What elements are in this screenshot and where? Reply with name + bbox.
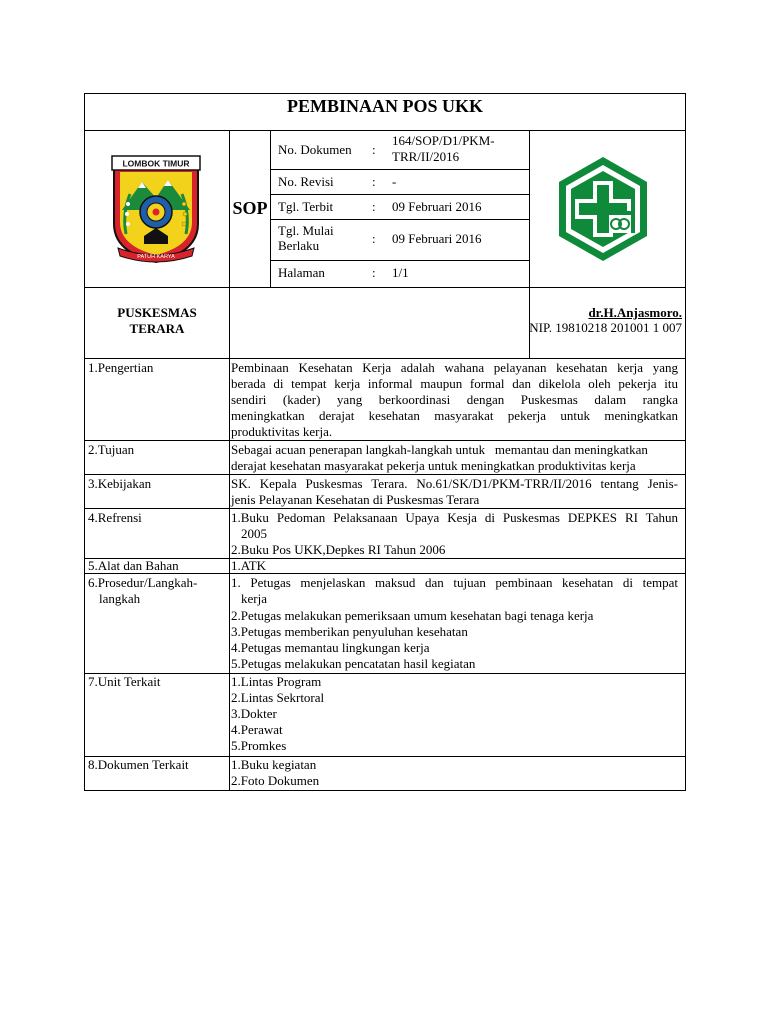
section-label-alat: 5.Alat dan Bahan <box>88 558 179 573</box>
puskesmas-logo <box>555 155 651 263</box>
lombok-timur-emblem-icon <box>108 154 204 266</box>
unit-line: 3.Dokter <box>231 706 277 721</box>
meta-value-no-revisi: - <box>392 174 397 189</box>
pengertian-line: meningkatkan derajat kesehatan masyarakat pekerja untuk meningkatkan <box>231 408 678 423</box>
svg-text:PATUH KARYA: PATUH KARYA <box>137 254 175 260</box>
meta-label-tgl-mulai-cont: Berlaku <box>278 238 320 253</box>
section-label-unit: 7.Unit Terkait <box>88 674 161 689</box>
section-label-refrensi: 4.Refrensi <box>88 510 142 525</box>
section-label-prosedur-cont: langkah <box>99 591 141 606</box>
unit-line: 1.Lintas Program <box>231 674 322 689</box>
org-name-cont: TERARA <box>129 321 185 336</box>
dokumen-line: 1.Buku kegiatan <box>231 757 317 772</box>
meta-sep: : <box>372 142 376 157</box>
pengertian-line: produktivitas kerja. <box>231 424 333 439</box>
prosedur-line: 2.Petugas melakukan pemeriksaan umum kesehatan bagi tenaga kerja <box>231 608 594 623</box>
document-title: PEMBINAAN POS UKK <box>286 96 483 116</box>
prosedur-line: 5.Petugas melakukan pencatatan hasil kegiatan <box>231 656 476 671</box>
sop-label: SOP <box>232 198 268 218</box>
meta-value-no-dokumen: 164/SOP/D1/PKM- <box>392 133 495 148</box>
meta-sep: : <box>372 265 376 280</box>
meta-label-tgl-mulai: Tgl. Mulai <box>278 223 334 238</box>
unit-line: 2.Lintas Sekrtoral <box>231 690 325 705</box>
refrensi-line: 1.Buku Pedoman Pelaksanaan Upaya Kesja di Puskesmas DEPKES RI Tahun <box>231 510 678 525</box>
section-label-tujuan: 2.Tujuan <box>88 442 135 457</box>
meta-sep: : <box>372 174 376 189</box>
alat-line: 1.ATK <box>231 558 267 573</box>
meta-sep: : <box>372 231 376 246</box>
prosedur-line: 4.Petugas memantau lingkungan kerja <box>231 640 430 655</box>
dokumen-line: 2.Foto Dokumen <box>231 773 320 788</box>
prosedur-line: 3.Petugas memberikan penyuluhan kesehatan <box>231 624 468 639</box>
meta-label-tgl-terbit: Tgl. Terbit <box>278 199 334 214</box>
signer-name: dr.H.Anjasmoro. <box>588 305 682 320</box>
tujuan-line: derajat kesehatan masyarakat pekerja untuk meningkatkan produktivitas kerja <box>231 458 636 473</box>
svg-text:LOMBOK TIMUR: LOMBOK TIMUR <box>122 158 190 169</box>
kebijakan-line: jenis Pelayanan Kesehatan di Puskesmas Terara <box>231 492 480 507</box>
pengertian-line: sendiri (kader) yang berkoordinasi dengan Puskesmas dalam rangka <box>231 392 678 407</box>
section-label-pengertian: 1.Pengertian <box>88 360 154 375</box>
meta-value-halaman: 1/1 <box>392 265 409 280</box>
meta-value-tgl-mulai: 09 Februari 2016 <box>392 231 482 246</box>
puskesmas-emblem-icon <box>555 155 651 263</box>
meta-label-halaman: Halaman <box>278 265 325 280</box>
meta-sep: : <box>372 199 376 214</box>
section-label-kebijakan: 3.Kebijakan <box>88 476 152 491</box>
section-label-prosedur: 6.Prosedur/Langkah- <box>88 575 198 590</box>
tujuan-line: Sebagai acuan penerapan langkah-langkah untuk memantau dan meningkatkan <box>231 442 648 457</box>
unit-line: 4.Perawat <box>231 722 283 737</box>
meta-label-no-revisi: No. Revisi <box>278 174 334 189</box>
meta-value-tgl-terbit: 09 Februari 2016 <box>392 199 482 214</box>
kebijakan-line: SK. Kepala Puskesmas Terara. No.61/SK/D1/PKM-TRR/II/2016 tentang Jenis- <box>231 476 678 491</box>
section-label-dokumen: 8.Dokumen Terkait <box>88 757 189 772</box>
lombok-timur-logo <box>108 154 204 266</box>
prosedur-line: 1. Petugas menjelaskan maksud dan tujuan pembinaan kesehatan di tempat <box>231 575 678 590</box>
meta-label-no-dokumen: No. Dokumen <box>278 142 352 157</box>
refrensi-line: 2.Buku Pos UKK,Depkes RI Tahun 2006 <box>231 542 446 557</box>
refrensi-line: 2005 <box>241 526 267 541</box>
pengertian-line: Pembinaan Kesehatan Kerja adalah wahana pelayanan kesehatan kerja yang <box>231 360 678 375</box>
prosedur-line: kerja <box>241 591 267 606</box>
meta-value-no-dokumen-cont: TRR/II/2016 <box>392 149 460 164</box>
signer-nip: NIP. 19810218 201001 1 007 <box>529 320 682 335</box>
pengertian-line: berada di tempat kerja informal maupun formal dan dikelola oleh pekerja itu <box>231 376 678 391</box>
org-name: PUSKESMAS <box>117 305 197 320</box>
unit-line: 5.Promkes <box>231 738 287 753</box>
